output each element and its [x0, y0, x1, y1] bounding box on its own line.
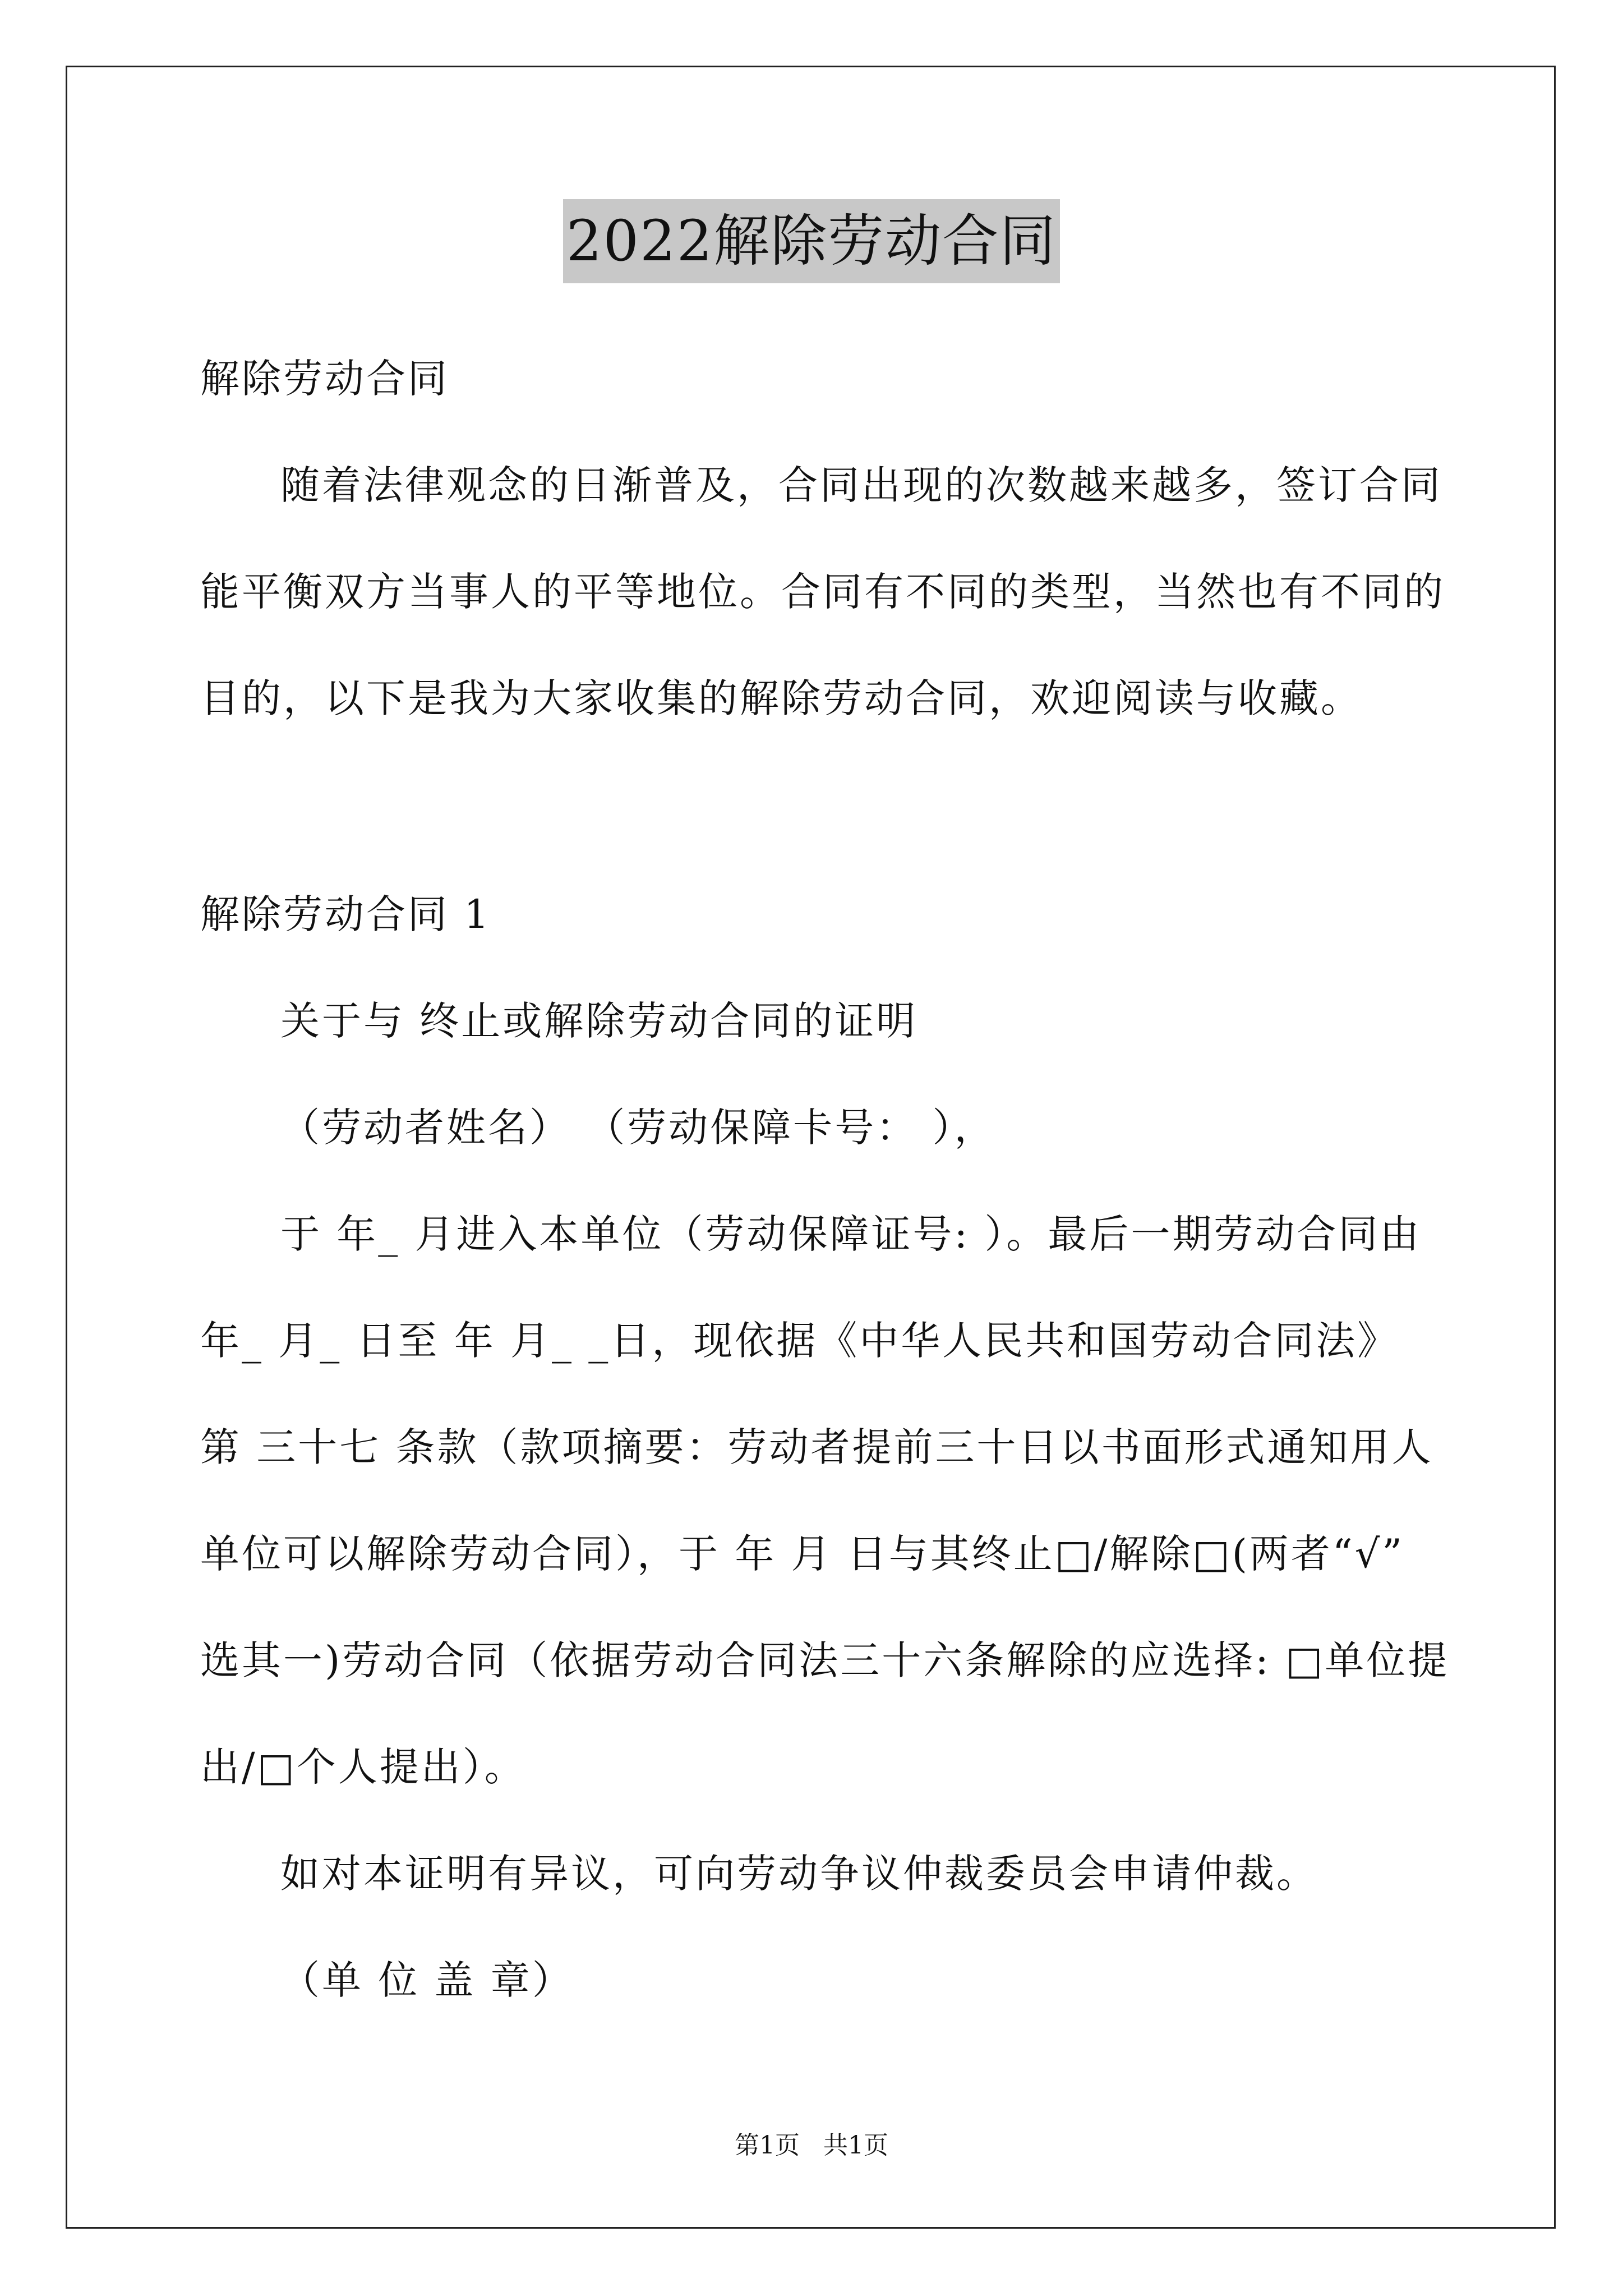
body-line-1: 于 年_ 月进入本单位（劳动保障证号: ）。最后一期劳动合同由 — [280, 1211, 1422, 1257]
section-heading: 解除劳动合同 1 — [200, 891, 491, 937]
page-footer: 第1页 共1页 — [735, 2131, 888, 2160]
body-line-2: 年_ 月_ 日至 年 月_ _日，现依据《中华人民共和国劳动合同法》 — [200, 1318, 1399, 1364]
document-title: 2022解除劳动合同 — [563, 199, 1061, 283]
certificate-title: 关于与 终止或解除劳动合同的证明 — [280, 998, 918, 1044]
body-line-5: 选其一)劳动合同（依据劳动合同法三十六条解除的应选择: □单位提 — [200, 1637, 1450, 1683]
body-line-6: 出/□个人提出）。 — [200, 1744, 526, 1790]
worker-info-line: （劳动者姓名） （劳动保障卡号： ）， — [280, 1105, 996, 1151]
intro-line-1: 随着法律观念的日渐普及，合同出现的次数越来越多，签订合同 — [280, 462, 1442, 508]
body-line-4: 单位可以解除劳动合同），于 年 月 日与其终止□/解除□(两者“√” — [200, 1531, 1405, 1577]
body-line-3: 第 三十七 条款（款项摘要：劳动者提前三十日以书面形式通知用人 — [200, 1424, 1433, 1470]
seal-line: （单 位 盖 章） — [280, 1957, 574, 2003]
objection-line: 如对本证明有异议，可向劳动争议仲裁委员会申请仲裁。 — [280, 1851, 1318, 1897]
document-heading: 解除劳动合同 — [200, 356, 449, 402]
intro-line-3: 目的，以下是我为大家收集的解除劳动合同，欢迎阅读与收藏。 — [200, 675, 1362, 721]
intro-line-2: 能平衡双方当事人的平等地位。合同有不同的类型，当然也有不同的 — [200, 569, 1445, 615]
title-container — [0, 199, 1623, 283]
